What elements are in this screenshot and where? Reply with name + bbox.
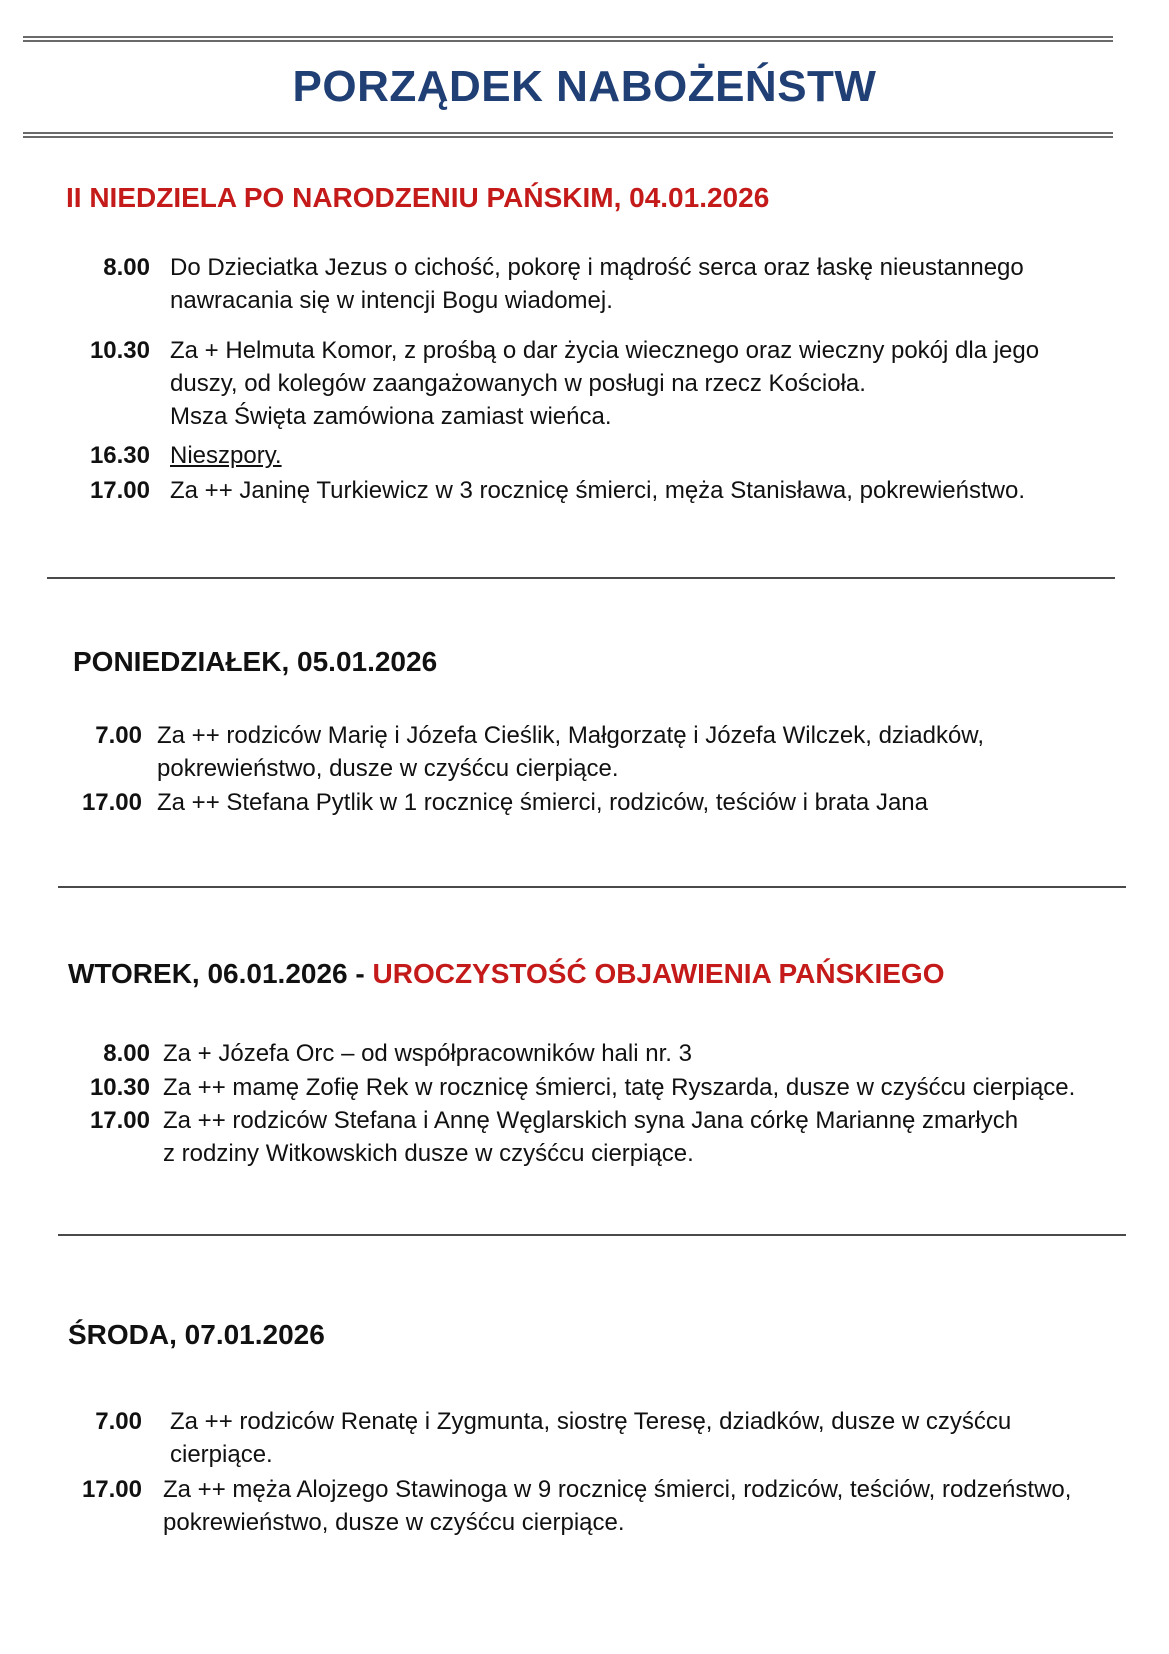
- mass-time: 17.00: [89, 1107, 150, 1134]
- day-heading-date: WTOREK, 06.01.2026 -: [68, 958, 373, 989]
- mass-time: 7.00: [95, 1408, 142, 1435]
- vespers-link[interactable]: Nieszpory.: [170, 442, 282, 469]
- mass-intention-line: Za ++ Stefana Pytlik w 1 rocznicę śmierci, rodziców, teściów i brata Jana: [157, 789, 928, 816]
- mass-time: 10.30: [89, 337, 150, 364]
- page-title: PORZĄDEK NABOŻEŃSTW: [292, 62, 877, 111]
- feast-name: UROCZYSTOŚĆ OBJAWIENIA PAŃSKIEGO: [372, 958, 945, 989]
- mass-intention-line: Za ++ rodziców Renatę i Zygmunta, siostrę Teresę, dziadków, dusze w czyśćcu: [170, 1408, 1012, 1435]
- mass-time: 17.00: [81, 1476, 142, 1503]
- day-heading-sunday: II NIEDZIELA PO NARODZENIU PAŃSKIM, 04.01.2026: [66, 182, 770, 213]
- header-top-double-rule: [23, 36, 1113, 42]
- mass-intention-line: z rodziny Witkowskich dusze w czyśćcu cierpiące.: [163, 1140, 694, 1167]
- mass-time: 8.00: [103, 254, 150, 281]
- day-heading-wednesday: ŚRODA, 07.01.2026: [68, 1319, 325, 1350]
- mass-time: 10.30: [89, 1074, 150, 1101]
- header-bottom-double-rule: [23, 132, 1113, 138]
- day-heading-tuesday: [68, 958, 945, 990]
- mass-intention-line: Za + Józefa Orc – od współpracowników hali nr. 3: [163, 1040, 692, 1067]
- mass-time: 7.00: [95, 722, 142, 749]
- section-divider: [58, 886, 1126, 888]
- mass-intention-line: Za ++ Janinę Turkiewicz w 3 rocznicę śmierci, męża Stanisława, pokrewieństwo.: [170, 477, 1025, 504]
- mass-time: 17.00: [89, 477, 150, 504]
- mass-intention-line: Za + Helmuta Komor, z prośbą o dar życia wiecznego oraz wieczny pokój dla jego: [170, 337, 1040, 364]
- mass-intention-line: Za ++ rodziców Stefana i Annę Węglarskich syna Jana córkę Mariannę zmarłych: [163, 1107, 1019, 1134]
- day-heading-monday: PONIEDZIAŁEK, 05.01.2026: [73, 646, 438, 677]
- section-divider: [47, 577, 1115, 579]
- section-divider: [58, 1234, 1126, 1236]
- mass-intention-line: duszy, od kolegów zaangażowanych w posługi na rzecz Kościoła.: [170, 370, 866, 397]
- mass-time: 8.00: [103, 1040, 150, 1067]
- mass-intention-line: cierpiące.: [170, 1441, 273, 1468]
- mass-intention-line: Do Dzieciatka Jezus o cichość, pokorę i mądrość serca oraz łaskę nieustannego: [170, 254, 1024, 281]
- mass-time: 16.30: [89, 442, 150, 469]
- mass-intention-line: Za ++ rodziców Marię i Józefa Cieślik, Małgorzatę i Józefa Wilczek, dziadków,: [157, 722, 984, 749]
- mass-intention-line: nawracania się w intencji Bogu wiadomej.: [170, 287, 613, 314]
- mass-intention-line: pokrewieństwo, dusze w czyśćcu cierpiące.: [163, 1509, 625, 1536]
- mass-intention-line: Za ++ męża Alojzego Stawinoga w 9 rocznicę śmierci, rodziców, teściów, rodzeństwo,: [163, 1476, 1072, 1503]
- mass-intention-line: Za ++ mamę Zofię Rek w rocznicę śmierci, tatę Ryszarda, dusze w czyśćcu cierpiące.: [163, 1074, 1076, 1101]
- mass-time: 17.00: [81, 789, 142, 816]
- mass-intention-line: Msza Święta zamówiona zamiast wieńca.: [170, 403, 612, 430]
- mass-intention-line: pokrewieństwo, dusze w czyśćcu cierpiące.: [157, 755, 619, 782]
